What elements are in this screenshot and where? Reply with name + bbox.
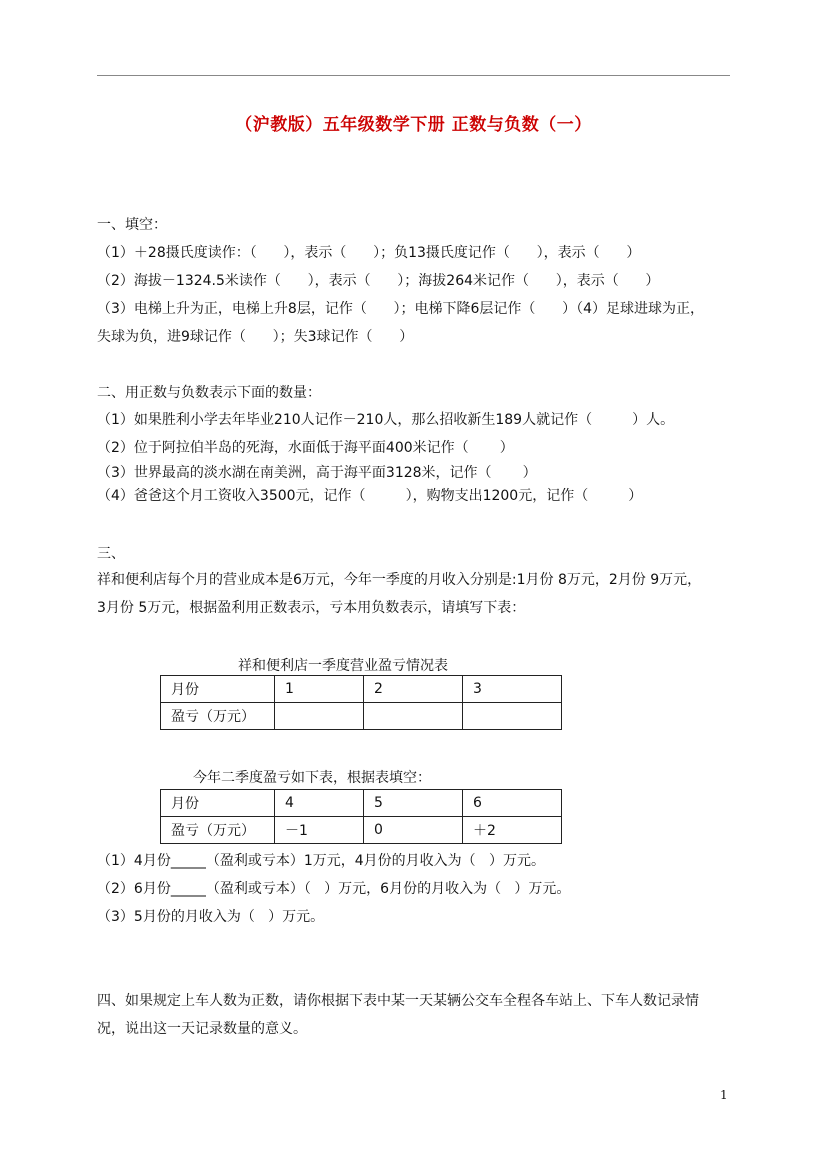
table-row [161,676,562,703]
section2-line-3: （3）世界最高的淡水湖在南美洲，高于海平面3128米，记作（ ） [97,465,537,481]
table-cell: 1 [275,676,364,703]
page-number: 1 [720,1088,728,1102]
table-cell: 月份 [161,790,275,817]
section3-intro-1: 祥和便利店每个月的营业成本是6万元，今年一季度的月收入分别是:1月份 8万元，2月份 9万元， [97,572,702,588]
section3-question-2: （2）6月份_____（盈利或亏本）（ ）万元，6月份的月收入为（ ）万元。 [97,881,571,897]
table2 [160,789,562,844]
table-cell: 盈亏（万元） [161,817,275,844]
table-row [161,790,562,817]
section3-question-1: （1）4月份_____（盈利或亏本）1万元，4月份的月收入为（ ）万元。 [97,853,545,869]
table-cell: 5 [364,790,463,817]
section1-line-3: （3）电梯上升为正，电梯上升8层，记作（ ）；电梯下降6层记作（ ）（4）足球进球为正， [97,301,705,317]
table-cell: 3 [463,676,562,703]
table-row [161,703,562,730]
table-cell: 盈亏（万元） [161,703,275,730]
page-title: （沪教版）五年级数学下册 正数与负数（一） [235,115,592,135]
section2-line-4: （4）爸爸这个月工资收入3500元，记作（ ），购物支出1200元，记作（ ） [97,488,643,504]
header-rule [97,75,730,76]
table-cell [364,703,463,730]
table-cell [463,703,562,730]
section2-line-1: （1）如果胜利小学去年毕业210人记作－210人，那么招收新生189人就记作（ ）人。 [97,412,675,428]
table-cell: －1 [275,817,364,844]
table-row [161,817,562,844]
table-cell: 月份 [161,676,275,703]
section1-line-4: 失球为负，进9球记作（ ）；失3球记作（ ） [97,329,414,345]
section2-heading: 二、用正数与负数表示下面的数量： [97,385,321,401]
table-cell: 4 [275,790,364,817]
table-cell: 0 [364,817,463,844]
section3-question-3: （3）5月份的月收入为（ ）万元。 [97,909,325,925]
table-cell: 6 [463,790,562,817]
section2-line-2: （2）位于阿拉伯半岛的死海，水面低于海平面400米记作（ ） [97,440,514,456]
section4-line-1: 四、如果规定上车人数为正数，请你根据下表中某一天某辆公交车全程各车站上、下车人数记录情 [97,993,699,1009]
table1 [160,675,562,730]
section1-line-1: （1）＋28摄氏度读作：（ ），表示（ ）；负13摄氏度记作（ ），表示（ ） [97,245,641,261]
section1-heading: 一、填空： [97,217,167,233]
table-cell: 2 [364,676,463,703]
table-cell: ＋2 [463,817,562,844]
section3-heading: 三、 [97,546,125,562]
section4-line-2: 况，说出这一天记录数量的意义。 [97,1021,307,1037]
table-cell [275,703,364,730]
table2-caption: 今年二季度盈亏如下表，根据表填空： [193,770,431,786]
table1-caption: 祥和便利店一季度营业盈亏情况表 [238,658,448,674]
section1-line-2: （2）海拔－1324.5米读作（ ），表示（ ）；海拔264米记作（ ），表示（ ） [97,273,660,289]
section3-intro-2: 3月份 5万元，根据盈利用正数表示，亏本用负数表示，请填写下表： [97,600,526,616]
